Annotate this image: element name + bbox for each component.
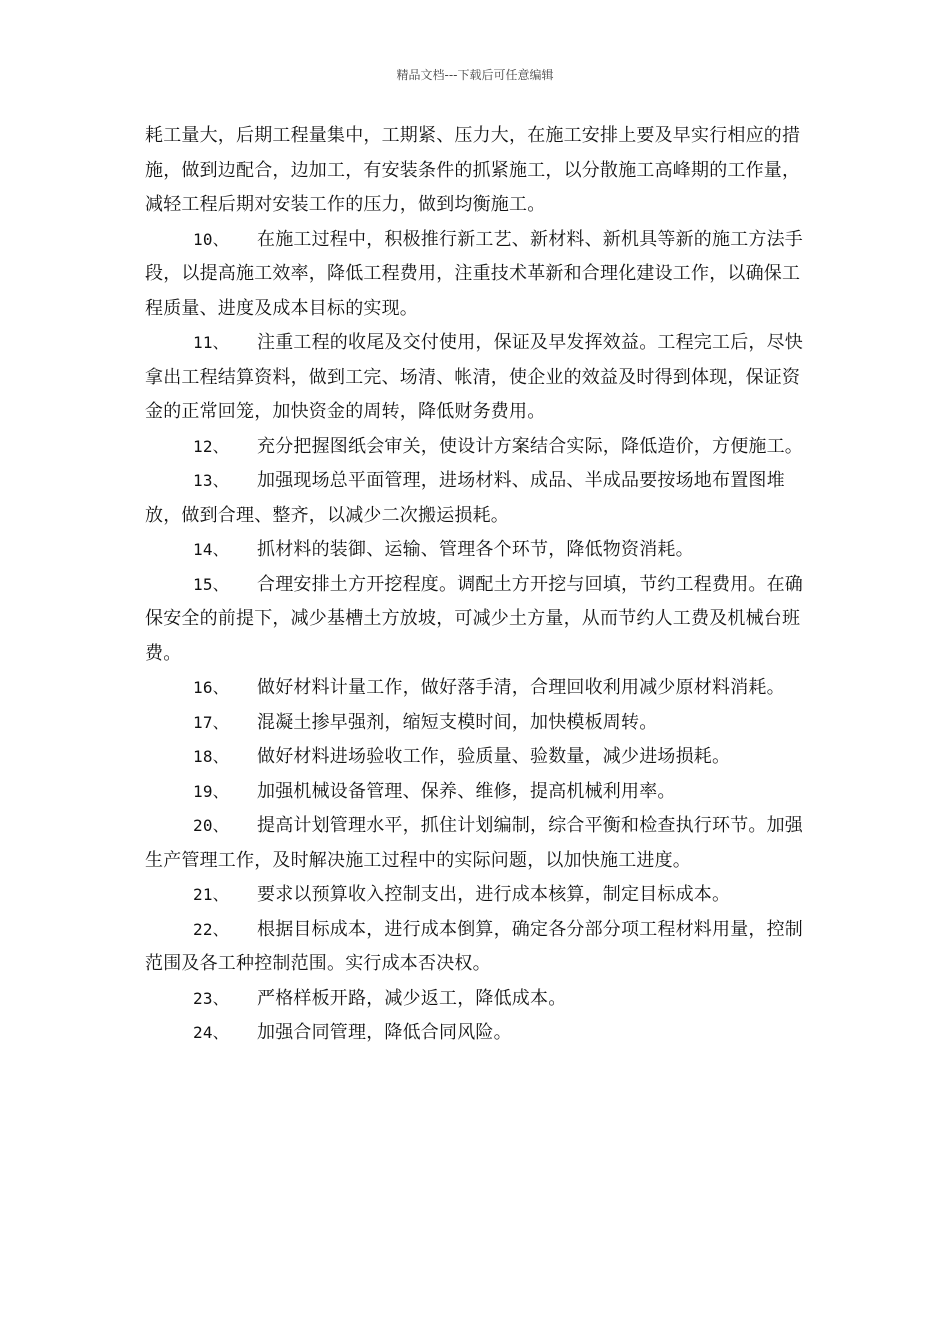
list-item bbox=[145, 326, 815, 430]
item-text: 混凝土掺早强剂，缩短支模时间，加快模板周转。 bbox=[257, 711, 658, 733]
item-number: 23、 bbox=[193, 988, 229, 1008]
item-number: 24、 bbox=[193, 1023, 229, 1042]
document-body bbox=[145, 119, 815, 1051]
item-text: 充分把握图纸会审关，使设计方案结合实际，降低造价，方便施工。 bbox=[257, 435, 803, 457]
list-item bbox=[145, 878, 815, 913]
item-text: 在施工过程中，积极推行新工艺、新材料、新机具等新的施工方法手段，以提高施工效率，降低工程费用，注重技术革新和合理化建设工作，以确保工程质量、进度及成本目标的实现。 bbox=[145, 228, 803, 319]
item-number: 12、 bbox=[193, 436, 229, 456]
item-text: 加强机械设备管理、保养、维修，提高机械利用率。 bbox=[257, 780, 676, 802]
item-number: 13、 bbox=[193, 471, 229, 490]
list-item bbox=[145, 533, 815, 568]
page-header: 精品文档---下载后可任意编辑 bbox=[396, 68, 554, 82]
item-number: 10、 bbox=[193, 229, 229, 249]
list-item bbox=[145, 430, 815, 465]
item-number: 11、 bbox=[193, 333, 229, 352]
item-text: 根据目标成本，进行成本倒算，确定各分部分项工程材料用量，控制范围及各工种控制范围。实行成本否决权。 bbox=[145, 918, 803, 974]
item-number: 18、 bbox=[193, 747, 229, 766]
intro-paragraph: 耗工量大，后期工程量集中，工期紧、压力大，在施工安排上要及早实行相应的措施，做到边配合，边加工，有安装条件的抓紧施工，以分散施工高峰期的工作量，减轻工程后期对安装工作的压力，做到均衡施工。 bbox=[145, 125, 801, 215]
item-text: 做好材料进场验收工作，验质量、验数量，减少进场损耗。 bbox=[257, 746, 731, 767]
list-item bbox=[145, 740, 815, 775]
item-text: 做好材料计量工作，做好落手清，合理回收利用减少原材料消耗。 bbox=[257, 677, 785, 698]
list-item bbox=[145, 775, 815, 810]
item-number: 14、 bbox=[193, 540, 229, 559]
list-item bbox=[145, 706, 815, 741]
list-item bbox=[145, 809, 815, 878]
item-text: 注重工程的收尾及交付使用，保证及早发挥效益。工程完工后，尽快拿出工程结算资料，做到工完、场清、帐清，使企业的效益及时得到体现，保证资金的正常回笼，加快资金的周转，降低财务费用。 bbox=[145, 332, 803, 422]
list-item bbox=[145, 1016, 815, 1051]
item-text: 严格样板开路，减少返工，降低成本。 bbox=[257, 987, 567, 1009]
item-text: 提高计划管理水平，抓住计划编制，综合平衡和检查执行环节。加强生产管理工作，及时解决施工过程中的实际问题，以加快施工进度。 bbox=[145, 815, 803, 871]
list-item bbox=[145, 464, 815, 533]
item-number: 17、 bbox=[193, 712, 229, 732]
item-text: 抓材料的装御、运输、管理各个环节，降低物资消耗。 bbox=[257, 539, 694, 560]
list-item bbox=[145, 671, 815, 706]
list-item bbox=[145, 568, 815, 672]
list-item bbox=[145, 223, 815, 327]
item-number: 21、 bbox=[193, 885, 229, 904]
item-text: 加强现场总平面管理，进场材料、成品、半成品要按场地布置图堆放，做到合理、整齐，以减少二次搬运损耗。 bbox=[145, 470, 785, 526]
item-text: 要求以预算收入控制支出，进行成本核算，制定目标成本。 bbox=[257, 884, 731, 905]
item-number: 20、 bbox=[193, 816, 229, 835]
item-number: 19、 bbox=[193, 781, 229, 801]
item-number: 16、 bbox=[193, 678, 229, 697]
item-text: 加强合同管理，降低合同风险。 bbox=[257, 1022, 512, 1043]
list-item bbox=[145, 982, 815, 1017]
item-number: 15、 bbox=[193, 574, 229, 594]
item-text: 合理安排土方开挖程度。调配土方开挖与回填，节约工程费用。在确保安全的前提下，减少基槽土方放坡，可减少土方量，从而节约人工费及机械台班费。 bbox=[145, 573, 803, 664]
numbered-list bbox=[145, 223, 815, 1051]
item-number: 22、 bbox=[193, 919, 229, 939]
list-item bbox=[145, 913, 815, 982]
